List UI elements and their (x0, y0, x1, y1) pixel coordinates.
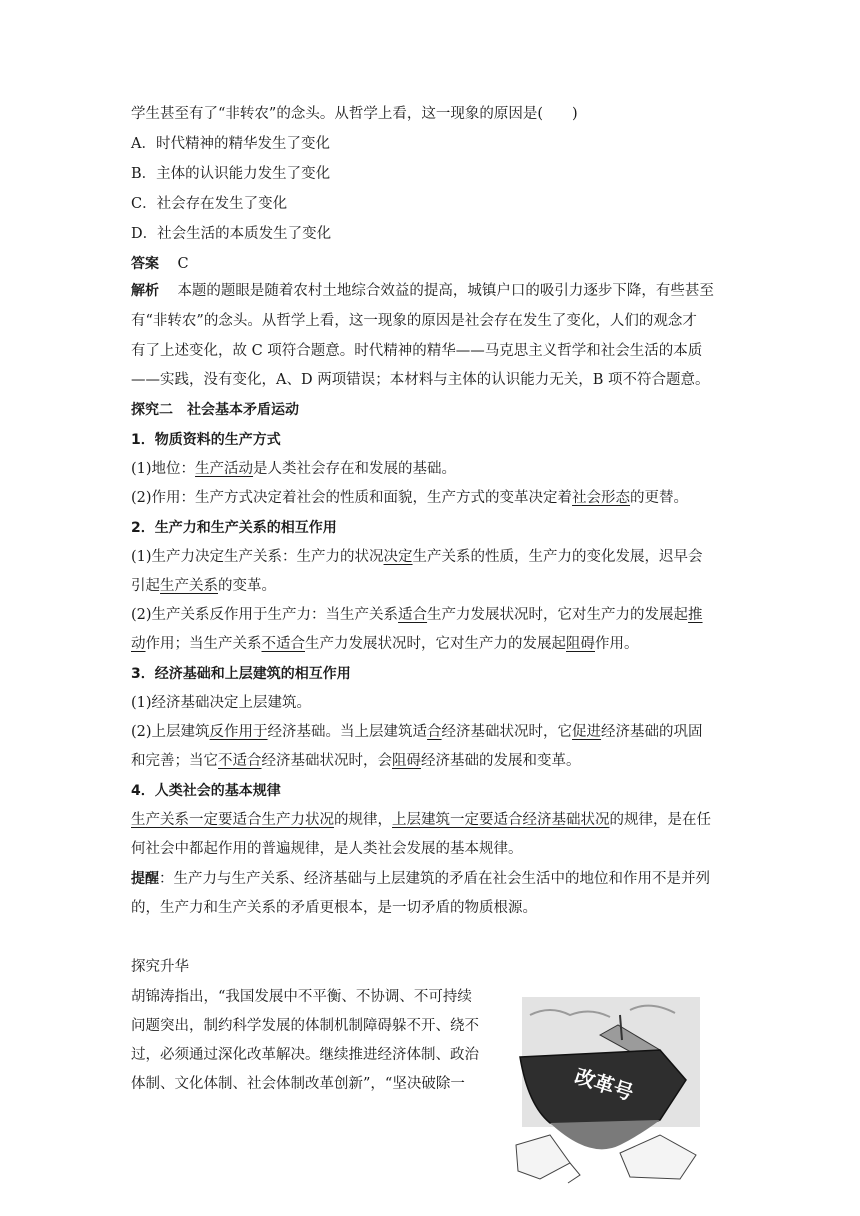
paragraph-2 (131, 488, 688, 508)
text: 引起 (131, 578, 160, 594)
text: (1)地位： (131, 461, 196, 477)
text: 经济基础状况时，它 (441, 724, 573, 740)
underlined-term: 不适合 (218, 753, 262, 769)
underlined-term: 反作用于 (209, 724, 268, 740)
underlined-term: 生产关系 (160, 578, 218, 594)
text: 经济基础。当上层建筑适 (267, 724, 428, 740)
text: 经济基础状况时，会 (261, 753, 392, 769)
text: 的规律，是在任 (609, 812, 711, 828)
analysis-line-1 (131, 281, 714, 301)
underlined-term: 社会形态 (572, 490, 631, 506)
underlined-term: 合 (427, 724, 442, 740)
upgrade-line-2: 问题突出，制约科学发展的体制机制障碍躲不开、绕不 (131, 1018, 479, 1034)
text: (1)生产力决定生产关系：生产力的状况 (131, 549, 384, 565)
text: (2)作用：生产方式决定着社会的性质和面貌，生产方式的变革决定着 (131, 490, 573, 506)
text: 的更替。 (630, 490, 689, 506)
upgrade-title: 探究升华 (131, 959, 189, 975)
underlined-term: 动 (131, 636, 146, 652)
question-stem: 学生甚至有了“非转农”的念头。从哲学上看，这一现象的原因是( ) (131, 106, 578, 122)
tip-line-1 (131, 869, 710, 889)
paragraph-4 (131, 576, 276, 596)
paragraph-6 (131, 634, 639, 654)
text: 生产力发展状况时，它对生产力的发展起 (305, 636, 566, 652)
analysis-line-4: ——实践，没有变化，A、D 两项错误；本材料与主体的认识能力无关，B 项不符合题意。 (131, 372, 710, 388)
tip-line-2: 的，生产力和生产关系的矛盾更根本，是一切矛盾的物质根源。 (131, 900, 537, 916)
heading-1: 1．物质资料的生产方式 (131, 432, 281, 448)
text: ：生产力与生产关系、经济基础与上层建筑的矛盾在社会生活中的地位和作用不是并列 (159, 871, 710, 887)
underlined-term: 上层建筑一定要适合经济基础状况 (392, 812, 610, 828)
text: 生产力发展状况时，它对生产力的发展起 (427, 607, 689, 623)
reform-ship-illustration (510, 995, 706, 1185)
text: 生产关系的性质，生产力的变化发展，迟早会 (412, 549, 703, 565)
upgrade-line-3: 过，必须通过深化改革解决。继续推进经济体制、政治 (131, 1047, 479, 1063)
answer-label: 答案 (131, 256, 159, 272)
underlined-term: 生产活动 (195, 461, 254, 477)
analysis-line-3: 有了上述变化，故 C 项符合题意。时代精神的精华——马克思主义哲学和社会生活的本质 (131, 343, 703, 359)
underlined-term: 生产关系一定要适合生产力状况 (131, 812, 334, 828)
answer-value: C (177, 256, 189, 272)
underlined-term: 阻碍 (392, 753, 421, 769)
text: 的规律， (334, 812, 392, 828)
upgrade-line-1: 胡锦涛指出，“我国发展中不平衡、不协调、不可持续 (131, 989, 472, 1005)
text: (2)上层建筑 (131, 724, 210, 740)
ice-crack (568, 1163, 580, 1183)
analysis-line-2: 有“非转农”的念头。从哲学上看，这一现象的原因是社会存在发生了变化，人们的观念才 (131, 313, 697, 329)
paragraph-9 (131, 751, 581, 771)
underlined-term: 阻碍 (566, 636, 595, 652)
heading-4: 4．人类社会的基本规律 (131, 783, 281, 799)
analysis-label: 解析 (131, 283, 159, 299)
underlined-term: 推 (688, 607, 703, 623)
option-c: C．社会存在发生了变化 (131, 196, 288, 212)
option-a: A．时代精神的精华发生了变化 (131, 136, 330, 152)
heading-3: 3．经济基础和上层建筑的相互作用 (131, 666, 351, 682)
text: 作用；当生产关系 (145, 636, 262, 652)
paragraph-10 (131, 810, 711, 830)
option-d: D．社会生活的本质发生了变化 (131, 226, 332, 242)
paragraph-5 (131, 605, 703, 625)
analysis-text-1: 本题的题眼是随着农村土地综合效益的提高，城镇户口的吸引力逐步下降，有些甚至 (177, 283, 714, 299)
underlined-term: 适合 (398, 607, 428, 623)
paragraph-8 (131, 722, 703, 742)
paragraph-11: 何社会中都起作用的普遍规律，是人类社会发展的基本规律。 (131, 841, 523, 857)
option-b: B．主体的认识能力发生了变化 (131, 166, 331, 182)
ship-name: 改革号 (571, 1063, 637, 1106)
ice-block (516, 1135, 570, 1179)
text: (2)生产关系反作用于生产力：当生产关系 (131, 607, 399, 623)
paragraph-7: (1)经济基础决定上层建筑。 (131, 695, 312, 711)
text: 经济基础的发展和变革。 (421, 753, 581, 769)
text: 和完善；当它 (131, 753, 218, 769)
upgrade-line-4: 体制、文化体制、社会体制改革创新”，“坚决破除一 (131, 1076, 465, 1092)
paragraph-1 (131, 459, 456, 479)
ice-block (620, 1135, 696, 1179)
tip-label: 提醒 (131, 871, 159, 887)
heading-2: 2．生产力和生产关系的相互作用 (131, 520, 337, 536)
text: 是人类社会存在和发展的基础。 (253, 461, 457, 477)
underlined-term: 决定 (383, 549, 413, 565)
underlined-term: 不适合 (261, 636, 305, 652)
underlined-term: 促进 (572, 724, 602, 740)
text: 的变革。 (218, 578, 276, 594)
paragraph-3 (131, 547, 703, 567)
text: 作用。 (595, 636, 639, 652)
section-title: 探究二 社会基本矛盾运动 (131, 402, 299, 418)
answer-line (131, 254, 189, 274)
text: 经济基础的巩固 (601, 724, 703, 740)
